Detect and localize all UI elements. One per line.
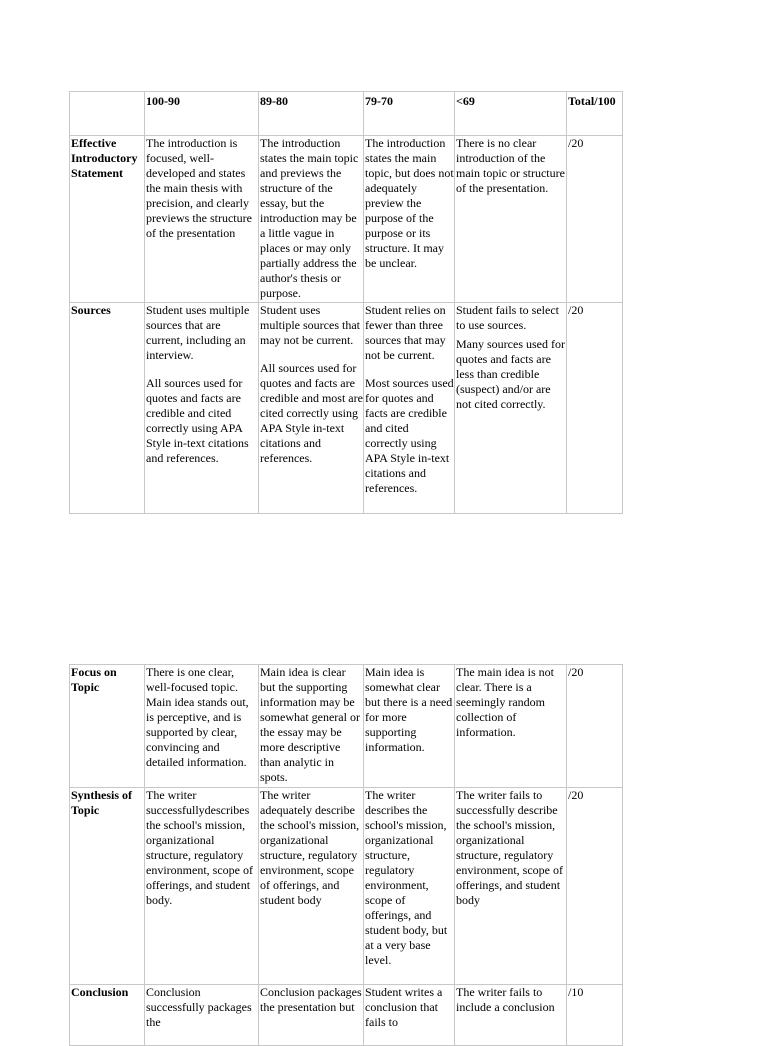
rating-cell: [364, 985, 455, 1046]
total-cell: /20: [567, 788, 623, 985]
table-row: [70, 303, 623, 514]
table-row: [70, 985, 623, 1046]
header-cell-100-90: 100-90: [145, 92, 259, 136]
cell-text: All sources used for quotes and facts are credible and most are cited correctly using APA Style in-text citations and references.: [260, 361, 363, 465]
cell-text: Conclusion successfully packages the: [146, 985, 252, 1029]
cell-text: The writer fails to successfully describe the school's mission, organizational structure, regulatory environment, scope of offerings, and student body: [456, 788, 563, 907]
table-row: [70, 788, 623, 985]
rating-cell: [455, 136, 567, 303]
cell-text: Conclusion packages the presentation but: [260, 985, 362, 1014]
header-cell-blank: [70, 92, 145, 136]
criterion-cell: Conclusion: [70, 985, 145, 1046]
rating-cell: [455, 985, 567, 1046]
cell-text: Main idea is somewhat clear but there is a need for more supporting information.: [365, 665, 453, 754]
rating-cell: [145, 985, 259, 1046]
header-row: [70, 92, 623, 136]
total-cell: /20: [567, 303, 623, 514]
header-cell-89-80: 89-80: [259, 92, 364, 136]
rating-cell: [259, 303, 364, 514]
rating-cell: [145, 136, 259, 303]
cell-text: The writer fails to include a conclusion: [456, 985, 555, 1014]
cell-text: The introduction is focused, well-developed and states the main thesis with precision, and clearly previews the structure of the presentation: [146, 136, 252, 240]
cell-text: Most sources used for quotes and facts are credible and cited correctly using APA Style in-text citations and references.: [365, 376, 454, 495]
cell-text: Student relies on fewer than three sources that may not be current.: [365, 303, 446, 362]
criterion-cell: Effective Introductory Statement: [70, 136, 145, 303]
cell-text: Many sources used for quotes and facts are less than credible (suspect) and/or are not cited correctly.: [456, 337, 565, 411]
cell-text: The main idea is not clear. There is a seemingly random collection of information.: [456, 665, 554, 739]
rating-cell: [455, 665, 567, 788]
rating-cell: [145, 665, 259, 788]
header-cell-total: Total/100: [567, 92, 623, 136]
rating-cell: [455, 788, 567, 985]
rating-cell: [364, 303, 455, 514]
rating-cell: [259, 665, 364, 788]
rating-cell: [259, 136, 364, 303]
cell-text: The writer successfullydescribes the school's mission, organizational structure, regulatory environment, scope of offerings, and student body.: [146, 788, 253, 907]
rating-cell: [145, 303, 259, 514]
rating-cell: [364, 136, 455, 303]
total-cell: /10: [567, 985, 623, 1046]
cell-text: There is no clear introduction of the main topic or structure of the presentation.: [456, 136, 565, 195]
total-cell: /20: [567, 665, 623, 788]
rating-cell: [259, 788, 364, 985]
criterion-cell: Synthesis of Topic: [70, 788, 145, 985]
criterion-cell: Sources: [70, 303, 145, 514]
total-cell: /20: [567, 136, 623, 303]
rating-cell: [455, 303, 567, 514]
header-cell-79-70: 79-70: [364, 92, 455, 136]
rating-cell: [364, 665, 455, 788]
table-row: [70, 136, 623, 303]
cell-text: The introduction states the main topic, but does not adequately preview the purpose of the purpose or its structure. It may be unclear.: [365, 136, 454, 270]
rubric-table-bottom: [69, 664, 623, 1046]
cell-text: Main idea is clear but the supporting information may be somewhat general or the essay may be more descriptive than analytic in spots.: [260, 665, 360, 784]
rating-cell: [145, 788, 259, 985]
cell-text: The writer describes the school's mission, organizational structure, regulatory environment, scope of offerings, and student body, but at a very base level.: [365, 788, 448, 967]
cell-text: Student fails to select to use sources.: [456, 303, 559, 332]
cell-text: All sources used for quotes and facts are credible and cited correctly using APA Style in-text citations and references.: [146, 376, 249, 465]
rating-cell: [364, 788, 455, 985]
header-cell-below-69: <69: [455, 92, 567, 136]
rating-cell: [259, 985, 364, 1046]
cell-text: There is one clear, well-focused topic. Main idea stands out, is perceptive, and is supported by clear, convincing and detailed information.: [146, 665, 249, 769]
cell-text: Student writes a conclusion that fails to: [365, 985, 443, 1029]
rubric-table-top: [69, 91, 623, 514]
table-row: [70, 665, 623, 788]
criterion-cell: Focus on Topic: [70, 665, 145, 788]
cell-text: The writer adequately describe the school's mission, organizational structure, regulatory environment, scope of offerings, and student body: [260, 788, 360, 907]
cell-text: Student uses multiple sources that are current, including an interview.: [146, 303, 250, 362]
cell-text: The introduction states the main topic and previews the structure of the essay, but the introduction may be a little vague in places or may only partially address the author's thesis or purpose.: [260, 136, 359, 300]
cell-text: Student uses multiple sources that may not be current.: [260, 303, 360, 347]
